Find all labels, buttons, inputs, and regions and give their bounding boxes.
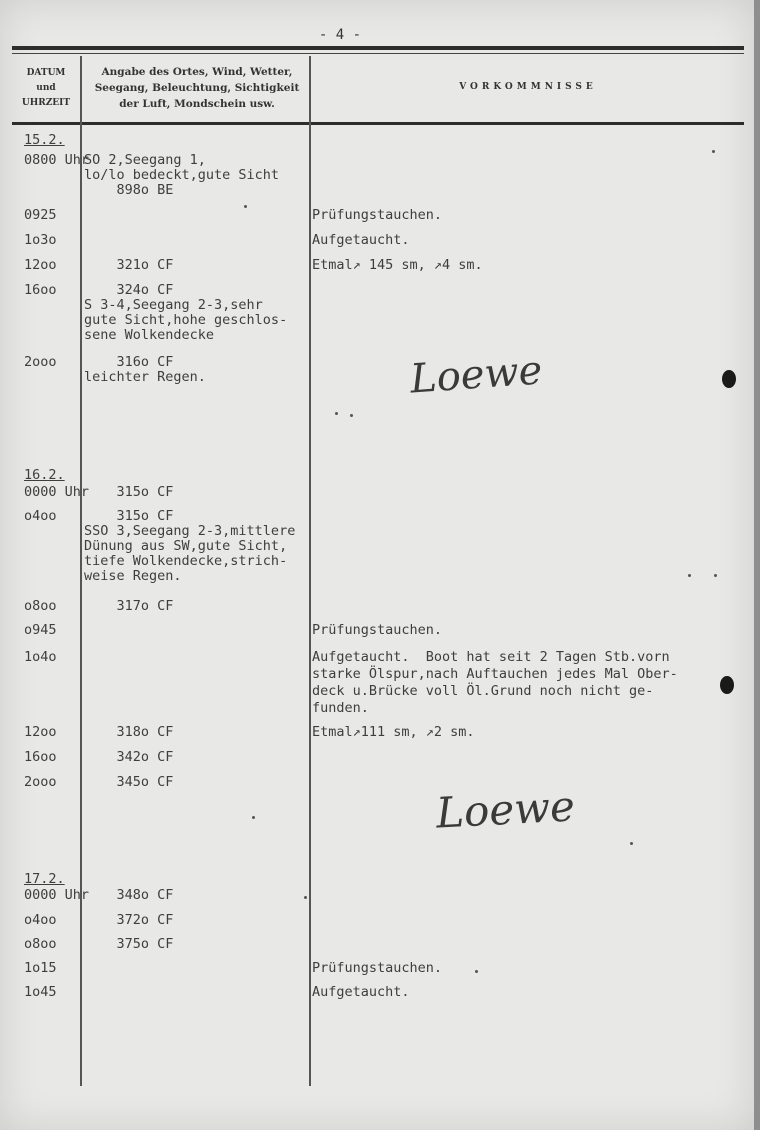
signature: Loewe [434, 781, 577, 838]
entry-time: 1o45 [24, 984, 57, 1000]
header-datum [12, 66, 80, 111]
entry-event-line: Aufgetaucht. Boot hat seit 2 Tagen Stb.vorn [312, 649, 670, 665]
entry-location-line: S 3-4,Seegang 2-3,sehr [84, 297, 263, 313]
header-ort-line: Angabe des Ortes, Wind, Wetter, [101, 66, 293, 78]
entry-date: 17.2. [24, 871, 65, 887]
header-bottom-rule [12, 122, 744, 125]
entry-time: 2ooo [24, 774, 57, 790]
entry-date: 16.2. [24, 467, 65, 483]
entry-location-line: 898o BE [84, 182, 174, 198]
entry-event-line: Etmal↗111 sm, ↗2 sm. [312, 724, 475, 740]
entry-date: 15.2. [24, 132, 65, 148]
entry-time: 0800 Uhr [24, 152, 90, 168]
entry-time: 0925 [24, 207, 57, 223]
punch-hole-mark [722, 370, 736, 388]
entry-time: o8oo [24, 598, 57, 614]
header-ort [84, 64, 310, 112]
entry-event-line: funden. [312, 700, 369, 716]
entry-time: 1o4o [24, 649, 57, 665]
header-datum-line: DATUM [26, 68, 66, 78]
entry-location-line: Dünung aus SW,gute Sicht, [84, 538, 288, 554]
entry-time: o945 [24, 622, 57, 638]
entry-location-line: 315o CF [84, 508, 174, 524]
entry-location-line: 342o CF [84, 749, 174, 765]
entry-event-line: Etmal↗ 145 sm, ↗4 sm. [312, 257, 483, 273]
entry-location-line: 324o CF [84, 282, 174, 298]
entry-location-line: 348o CF [84, 887, 174, 903]
header-vorkommnisse: VORKOMMNISSE [459, 82, 597, 92]
entry-location-line: tiefe Wolkendecke,strich- [84, 553, 288, 569]
entry-time: o4oo [24, 508, 57, 524]
entry-event-line: Aufgetaucht. [312, 232, 410, 248]
entry-time: 1o3o [24, 232, 57, 248]
entry-location-line: 315o CF [84, 484, 174, 500]
entry-location-line: 321o CF [84, 257, 174, 273]
entry-time: 12oo [24, 724, 57, 740]
header-ort-line: Seegang, Beleuchtung, Sichtigkeit [94, 82, 300, 94]
page-number: - 4 - [318, 27, 362, 43]
header-datum-line: und [36, 83, 56, 93]
entry-location-line: 345o CF [84, 774, 174, 790]
entry-time: o4oo [24, 912, 57, 928]
entry-location-line: 317o CF [84, 598, 174, 614]
entry-location-line: 318o CF [84, 724, 174, 740]
entry-event-line: deck u.Brücke voll Öl.Grund noch nicht ge- [312, 683, 654, 699]
entry-location-line: SSO 3,Seegang 2-3,mittlere [84, 523, 296, 539]
entry-time: 16oo [24, 282, 57, 298]
entry-time: 12oo [24, 257, 57, 273]
column-divider-1 [80, 56, 82, 1086]
entry-event-line: Prüfungstauchen. [312, 622, 443, 638]
column-divider-2 [309, 56, 311, 1086]
punch-hole-mark [720, 676, 734, 694]
entry-location-line: gute Sicht,hohe geschlos- [84, 312, 288, 328]
entry-event-line: Aufgetaucht. [312, 984, 410, 1000]
entry-time: o8oo [24, 936, 57, 952]
entry-location-line: 316o CF [84, 354, 174, 370]
signature: Loewe [408, 347, 544, 403]
entry-event-line: starke Ölspur,nach Auftauchen jedes Mal Ober- [312, 666, 678, 682]
entry-location-line: lo/lo bedeckt,gute Sicht [84, 167, 280, 183]
entry-location-line: 375o CF [84, 936, 174, 952]
entry-event-line: Prüfungstauchen. [312, 960, 443, 976]
entry-time: 0000 Uhr [24, 484, 90, 500]
header-datum-line: UHRZEIT [21, 98, 71, 108]
header-top-rule-thin [12, 53, 744, 54]
header-top-rule [12, 46, 744, 50]
entry-time: 1o15 [24, 960, 57, 976]
header-ort-line: der Luft, Mondschein usw. [119, 98, 275, 110]
entry-location-line: sene Wolkendecke [84, 327, 215, 343]
entry-location-line: leichter Regen. [84, 369, 206, 385]
entry-time: 0000 Uhr [24, 887, 90, 903]
entry-event-line: Prüfungstauchen. [312, 207, 443, 223]
entry-location-line: 372o CF [84, 912, 174, 928]
entry-location-line: weise Regen. [84, 568, 182, 584]
entry-time: 16oo [24, 749, 57, 765]
entry-location-line: SO 2,Seegang 1, [84, 152, 206, 168]
entry-time: 2ooo [24, 354, 57, 370]
